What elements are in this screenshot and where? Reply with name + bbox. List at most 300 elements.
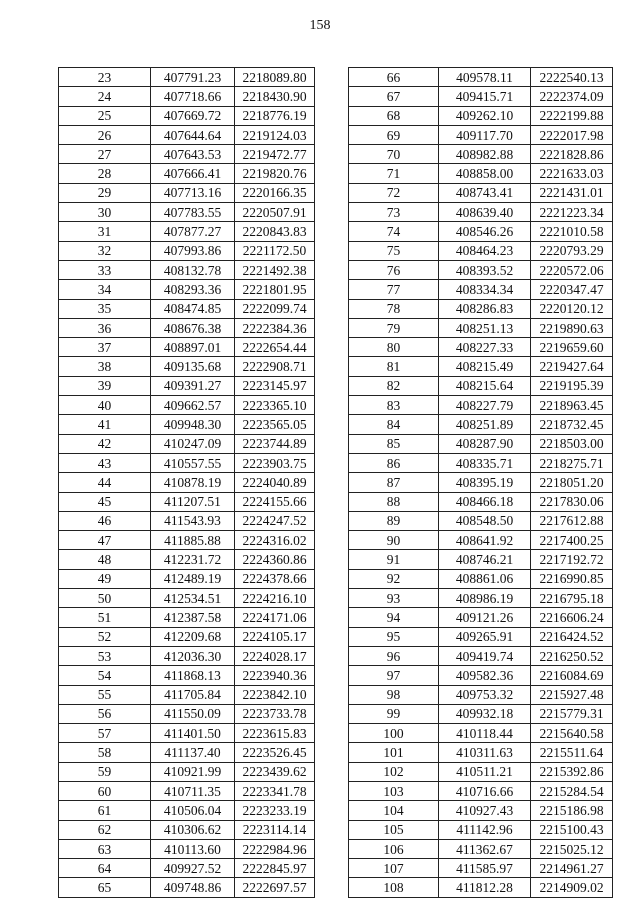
point-number-cell: 67 [349,87,439,106]
x-coordinate-cell: 411207.51 [151,492,235,511]
x-coordinate-cell: 407993.86 [151,241,235,260]
table-row [349,531,613,550]
y-coordinate-cell: 2222654.44 [235,338,315,357]
x-coordinate-cell: 407643.53 [151,145,235,164]
x-coordinate-cell: 407877.27 [151,222,235,241]
table-row [59,646,315,665]
x-coordinate-cell: 412036.30 [151,646,235,665]
x-coordinate-cell: 408986.19 [439,589,531,608]
table-row [349,299,613,318]
table-row [59,743,315,762]
table-row [59,589,315,608]
table-row [349,859,613,878]
y-coordinate-cell: 2216084.69 [531,666,613,685]
table-row [59,859,315,878]
x-coordinate-cell: 408861.06 [439,569,531,588]
y-coordinate-cell: 2218051.20 [531,473,613,492]
x-coordinate-cell: 409262.10 [439,106,531,125]
table-row [349,781,613,800]
y-coordinate-cell: 2220572.06 [531,260,613,279]
x-coordinate-cell: 409748.86 [151,878,235,897]
table-row [59,531,315,550]
table-row [59,222,315,241]
y-coordinate-cell: 2218776.19 [235,106,315,125]
y-coordinate-cell: 2218503.00 [531,434,613,453]
y-coordinate-cell: 2219659.60 [531,338,613,357]
x-coordinate-cell: 410921.99 [151,762,235,781]
table-row [349,106,613,125]
y-coordinate-cell: 2224216.10 [235,589,315,608]
point-number-cell: 38 [59,357,151,376]
point-number-cell: 42 [59,434,151,453]
x-coordinate-cell: 409135.68 [151,357,235,376]
y-coordinate-cell: 2223365.10 [235,396,315,415]
table-row [349,608,613,627]
x-coordinate-cell: 408897.01 [151,338,235,357]
point-number-cell: 35 [59,299,151,318]
x-coordinate-cell: 410306.62 [151,820,235,839]
x-coordinate-cell: 409932.18 [439,704,531,723]
point-number-cell: 86 [349,453,439,472]
y-coordinate-cell: 2220347.47 [531,280,613,299]
table-row [349,646,613,665]
table-row [349,68,613,87]
table-row [59,87,315,106]
point-number-cell: 70 [349,145,439,164]
table-row [349,183,613,202]
point-number-cell: 72 [349,183,439,202]
y-coordinate-cell: 2224247.52 [235,511,315,530]
y-coordinate-cell: 2221828.86 [531,145,613,164]
table-row [59,318,315,337]
y-coordinate-cell: 2218089.80 [235,68,315,87]
y-coordinate-cell: 2215100.43 [531,820,613,839]
table-row [349,87,613,106]
y-coordinate-cell: 2221801.95 [235,280,315,299]
y-coordinate-cell: 2223615.83 [235,724,315,743]
table-row [349,396,613,415]
x-coordinate-cell: 409121.26 [439,608,531,627]
point-number-cell: 81 [349,357,439,376]
point-number-cell: 50 [59,589,151,608]
point-number-cell: 61 [59,801,151,820]
point-number-cell: 100 [349,724,439,743]
x-coordinate-cell: 411868.13 [151,666,235,685]
point-number-cell: 89 [349,511,439,530]
point-number-cell: 82 [349,376,439,395]
y-coordinate-cell: 2222099.74 [235,299,315,318]
point-number-cell: 62 [59,820,151,839]
y-coordinate-cell: 2217400.25 [531,531,613,550]
table-row [349,222,613,241]
point-number-cell: 108 [349,878,439,897]
y-coordinate-cell: 2219820.76 [235,164,315,183]
y-coordinate-cell: 2223733.78 [235,704,315,723]
x-coordinate-cell: 412231.72 [151,550,235,569]
x-coordinate-cell: 410506.04 [151,801,235,820]
y-coordinate-cell: 2215392.86 [531,762,613,781]
y-coordinate-cell: 2223526.45 [235,743,315,762]
x-coordinate-cell: 411362.67 [439,839,531,858]
y-coordinate-cell: 2217612.88 [531,511,613,530]
point-number-cell: 28 [59,164,151,183]
x-coordinate-cell: 407713.16 [151,183,235,202]
table-row [59,550,315,569]
point-number-cell: 26 [59,125,151,144]
point-number-cell: 69 [349,125,439,144]
y-coordinate-cell: 2220843.83 [235,222,315,241]
y-coordinate-cell: 2215927.48 [531,685,613,704]
point-number-cell: 31 [59,222,151,241]
table-row [59,685,315,704]
point-number-cell: 74 [349,222,439,241]
table-row [59,183,315,202]
table-row [59,666,315,685]
point-number-cell: 71 [349,164,439,183]
x-coordinate-cell: 409415.71 [439,87,531,106]
x-coordinate-cell: 410557.55 [151,453,235,472]
x-coordinate-cell: 408548.50 [439,511,531,530]
y-coordinate-cell: 2224105.17 [235,627,315,646]
table-row [59,839,315,858]
table-row [349,492,613,511]
y-coordinate-cell: 2222384.36 [235,318,315,337]
x-coordinate-cell: 408858.00 [439,164,531,183]
point-number-cell: 24 [59,87,151,106]
point-number-cell: 33 [59,260,151,279]
x-coordinate-cell: 407669.72 [151,106,235,125]
point-number-cell: 75 [349,241,439,260]
point-number-cell: 98 [349,685,439,704]
x-coordinate-cell: 408132.78 [151,260,235,279]
table-row [59,260,315,279]
point-number-cell: 73 [349,203,439,222]
y-coordinate-cell: 2222984.96 [235,839,315,858]
x-coordinate-cell: 408743.41 [439,183,531,202]
x-coordinate-cell: 409391.27 [151,376,235,395]
table-row [349,357,613,376]
y-coordinate-cell: 2221010.58 [531,222,613,241]
table-row [59,492,315,511]
y-coordinate-cell: 2224360.86 [235,550,315,569]
table-row [349,125,613,144]
table-row [349,743,613,762]
y-coordinate-cell: 2223341.78 [235,781,315,800]
y-coordinate-cell: 2224028.17 [235,646,315,665]
x-coordinate-cell: 408466.18 [439,492,531,511]
x-coordinate-cell: 410711.35 [151,781,235,800]
y-coordinate-cell: 2220120.12 [531,299,613,318]
x-coordinate-cell: 411885.88 [151,531,235,550]
point-number-cell: 106 [349,839,439,858]
y-coordinate-cell: 2223439.62 [235,762,315,781]
x-coordinate-cell: 411142.96 [439,820,531,839]
table-row [59,357,315,376]
y-coordinate-cell: 2221431.01 [531,183,613,202]
table-row [349,820,613,839]
x-coordinate-cell: 409582.36 [439,666,531,685]
table-row [59,801,315,820]
y-coordinate-cell: 2216990.85 [531,569,613,588]
point-number-cell: 40 [59,396,151,415]
table-row [349,280,613,299]
table-row [59,203,315,222]
point-number-cell: 59 [59,762,151,781]
table-row [349,569,613,588]
x-coordinate-cell: 407644.64 [151,125,235,144]
y-coordinate-cell: 2222845.97 [235,859,315,878]
y-coordinate-cell: 2223145.97 [235,376,315,395]
y-coordinate-cell: 2215640.58 [531,724,613,743]
point-number-cell: 63 [59,839,151,858]
x-coordinate-cell: 411585.97 [439,859,531,878]
y-coordinate-cell: 2219890.63 [531,318,613,337]
point-number-cell: 65 [59,878,151,897]
table-row [59,396,315,415]
point-number-cell: 103 [349,781,439,800]
table-row [349,473,613,492]
x-coordinate-cell: 412534.51 [151,589,235,608]
table-row [349,550,613,569]
table-row [349,241,613,260]
table-row [59,724,315,743]
table-row [59,627,315,646]
y-coordinate-cell: 2222199.88 [531,106,613,125]
y-coordinate-cell: 2224040.89 [235,473,315,492]
y-coordinate-cell: 2221172.50 [235,241,315,260]
x-coordinate-cell: 410927.43 [439,801,531,820]
table-row [349,724,613,743]
y-coordinate-cell: 2218430.90 [235,87,315,106]
table-row [349,801,613,820]
x-coordinate-cell: 410247.09 [151,434,235,453]
table-row [349,511,613,530]
point-number-cell: 46 [59,511,151,530]
table-row [349,145,613,164]
x-coordinate-cell: 408287.90 [439,434,531,453]
y-coordinate-cell: 2215284.54 [531,781,613,800]
point-number-cell: 44 [59,473,151,492]
table-row [59,415,315,434]
y-coordinate-cell: 2222697.57 [235,878,315,897]
table-row [59,762,315,781]
y-coordinate-cell: 2215779.31 [531,704,613,723]
x-coordinate-cell: 411137.40 [151,743,235,762]
y-coordinate-cell: 2222908.71 [235,357,315,376]
y-coordinate-cell: 2217830.06 [531,492,613,511]
table-row [59,280,315,299]
point-number-cell: 54 [59,666,151,685]
y-coordinate-cell: 2223565.05 [235,415,315,434]
table-row [59,125,315,144]
x-coordinate-cell: 408227.79 [439,396,531,415]
table-row [59,511,315,530]
point-number-cell: 49 [59,569,151,588]
x-coordinate-cell: 410511.21 [439,762,531,781]
x-coordinate-cell: 412489.19 [151,569,235,588]
point-number-cell: 77 [349,280,439,299]
point-number-cell: 36 [59,318,151,337]
x-coordinate-cell: 411550.09 [151,704,235,723]
table-row [349,839,613,858]
x-coordinate-cell: 408641.92 [439,531,531,550]
point-number-cell: 32 [59,241,151,260]
x-coordinate-cell: 408395.19 [439,473,531,492]
x-coordinate-cell: 411812.28 [439,878,531,897]
y-coordinate-cell: 2218963.45 [531,396,613,415]
x-coordinate-cell: 408546.26 [439,222,531,241]
table-row [59,781,315,800]
point-number-cell: 79 [349,318,439,337]
x-coordinate-cell: 411401.50 [151,724,235,743]
x-coordinate-cell: 408251.89 [439,415,531,434]
point-number-cell: 78 [349,299,439,318]
y-coordinate-cell: 2221633.03 [531,164,613,183]
x-coordinate-cell: 408215.49 [439,357,531,376]
y-coordinate-cell: 2216250.52 [531,646,613,665]
x-coordinate-cell: 410118.44 [439,724,531,743]
table-row [349,666,613,685]
y-coordinate-cell: 2215511.64 [531,743,613,762]
point-number-cell: 51 [59,608,151,627]
point-number-cell: 25 [59,106,151,125]
y-coordinate-cell: 2219472.77 [235,145,315,164]
table-row [349,762,613,781]
coordinates-table-right [348,67,613,898]
point-number-cell: 99 [349,704,439,723]
y-coordinate-cell: 2220507.91 [235,203,315,222]
point-number-cell: 105 [349,820,439,839]
y-coordinate-cell: 2223114.14 [235,820,315,839]
table-row [59,608,315,627]
y-coordinate-cell: 2221223.34 [531,203,613,222]
x-coordinate-cell: 407718.66 [151,87,235,106]
x-coordinate-cell: 409419.74 [439,646,531,665]
point-number-cell: 39 [59,376,151,395]
y-coordinate-cell: 2220166.35 [235,183,315,202]
point-number-cell: 91 [349,550,439,569]
x-coordinate-cell: 408335.71 [439,453,531,472]
point-number-cell: 52 [59,627,151,646]
point-number-cell: 93 [349,589,439,608]
table-row [349,685,613,704]
point-number-cell: 88 [349,492,439,511]
table-row [349,203,613,222]
point-number-cell: 85 [349,434,439,453]
table-row [59,241,315,260]
y-coordinate-cell: 2223842.10 [235,685,315,704]
y-coordinate-cell: 2224155.66 [235,492,315,511]
point-number-cell: 56 [59,704,151,723]
point-number-cell: 83 [349,396,439,415]
table-row [59,376,315,395]
x-coordinate-cell: 408293.36 [151,280,235,299]
point-number-cell: 53 [59,646,151,665]
point-number-cell: 47 [59,531,151,550]
point-number-cell: 95 [349,627,439,646]
point-number-cell: 104 [349,801,439,820]
y-coordinate-cell: 2216795.18 [531,589,613,608]
y-coordinate-cell: 2224171.06 [235,608,315,627]
x-coordinate-cell: 410311.63 [439,743,531,762]
table-row [59,569,315,588]
table-row [349,434,613,453]
y-coordinate-cell: 2224378.66 [235,569,315,588]
point-number-cell: 107 [349,859,439,878]
x-coordinate-cell: 409265.91 [439,627,531,646]
y-coordinate-cell: 2215025.12 [531,839,613,858]
point-number-cell: 84 [349,415,439,434]
table-row [349,878,613,897]
table-row [349,260,613,279]
point-number-cell: 55 [59,685,151,704]
x-coordinate-cell: 409117.70 [439,125,531,144]
table-row [349,415,613,434]
point-number-cell: 30 [59,203,151,222]
table-row [59,299,315,318]
y-coordinate-cell: 2222374.09 [531,87,613,106]
point-number-cell: 68 [349,106,439,125]
y-coordinate-cell: 2224316.02 [235,531,315,550]
y-coordinate-cell: 2221492.38 [235,260,315,279]
table-row [349,453,613,472]
y-coordinate-cell: 2222017.98 [531,125,613,144]
point-number-cell: 97 [349,666,439,685]
point-number-cell: 64 [59,859,151,878]
x-coordinate-cell: 409948.30 [151,415,235,434]
table-row [59,164,315,183]
y-coordinate-cell: 2223903.75 [235,453,315,472]
x-coordinate-cell: 407791.23 [151,68,235,87]
y-coordinate-cell: 2218732.45 [531,415,613,434]
table-row [59,878,315,897]
point-number-cell: 87 [349,473,439,492]
y-coordinate-cell: 2215186.98 [531,801,613,820]
y-coordinate-cell: 2216424.52 [531,627,613,646]
point-number-cell: 102 [349,762,439,781]
y-coordinate-cell: 2222540.13 [531,68,613,87]
table-row [349,589,613,608]
y-coordinate-cell: 2214961.27 [531,859,613,878]
point-number-cell: 60 [59,781,151,800]
page-number: 158 [309,18,331,33]
point-number-cell: 101 [349,743,439,762]
table-row [59,434,315,453]
point-number-cell: 94 [349,608,439,627]
table-row [349,704,613,723]
x-coordinate-cell: 409578.11 [439,68,531,87]
y-coordinate-cell: 2217192.72 [531,550,613,569]
x-coordinate-cell: 410878.19 [151,473,235,492]
point-number-cell: 34 [59,280,151,299]
point-number-cell: 58 [59,743,151,762]
table-row [349,318,613,337]
point-number-cell: 57 [59,724,151,743]
x-coordinate-cell: 408676.38 [151,318,235,337]
y-coordinate-cell: 2223233.19 [235,801,315,820]
table-row [59,473,315,492]
y-coordinate-cell: 2219427.64 [531,357,613,376]
x-coordinate-cell: 409753.32 [439,685,531,704]
point-number-cell: 23 [59,68,151,87]
x-coordinate-cell: 411705.84 [151,685,235,704]
y-coordinate-cell: 2220793.29 [531,241,613,260]
y-coordinate-cell: 2216606.24 [531,608,613,627]
y-coordinate-cell: 2219124.03 [235,125,315,144]
table-row [59,68,315,87]
point-number-cell: 29 [59,183,151,202]
point-number-cell: 80 [349,338,439,357]
